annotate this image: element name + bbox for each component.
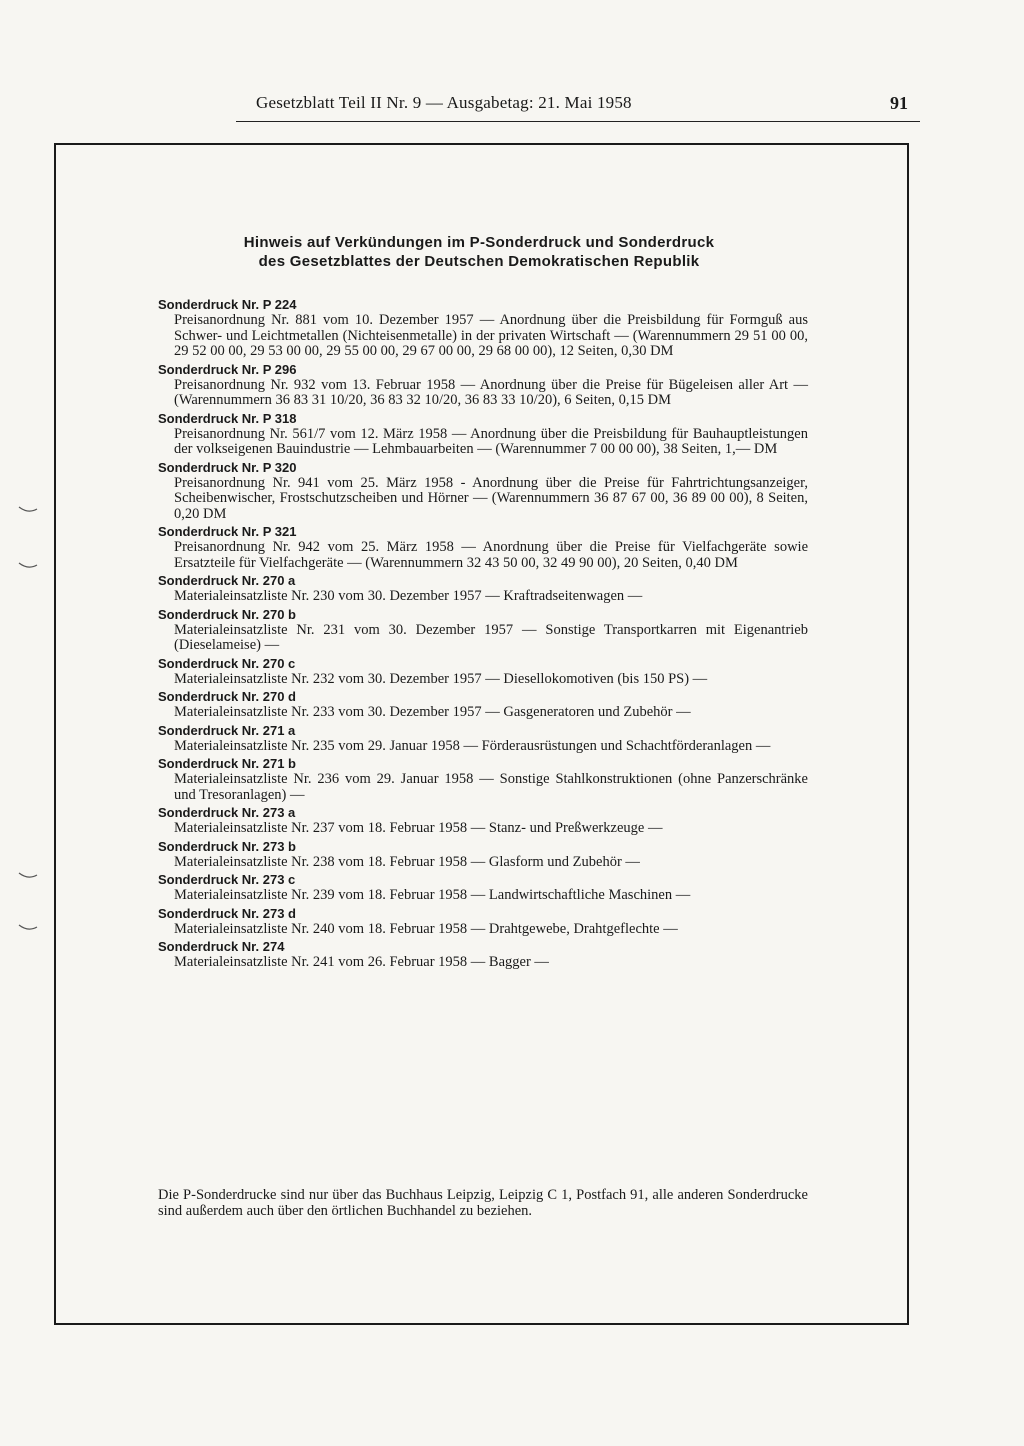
list-item bbox=[158, 362, 808, 409]
entry-text: Materialeinsatzliste Nr. 236 vom 29. Januar 1958 — Sonstige Stahlkonstruktionen (ohne Panzerschränke und Tresoranlagen) — bbox=[174, 771, 808, 803]
entry-heading: Sonderdruck Nr. 274 bbox=[158, 939, 285, 954]
entry-heading: Sonderdruck Nr. 270 d bbox=[158, 689, 296, 704]
entry-text: Materialeinsatzliste Nr. 239 vom 18. Februar 1958 — Landwirtschaftliche Maschinen — bbox=[174, 887, 691, 903]
margin-mark bbox=[18, 923, 38, 933]
entry-heading: Sonderdruck Nr. 270 a bbox=[158, 573, 296, 588]
list-item bbox=[158, 573, 808, 605]
list-item bbox=[158, 607, 808, 654]
entry-text: Materialeinsatzliste Nr. 241 vom 26. Februar 1958 — Bagger — bbox=[174, 954, 549, 970]
entry-text: Preisanordnung Nr. 932 vom 13. Februar 1958 — Anordnung über die Preise für Bügeleisen aller Art — (Warennummern 36 83 31 10/20, 36 83 32 10/20, 36 83 33 10/20), 6 Seiten, 0,15 DM bbox=[174, 376, 808, 408]
entry-heading: Sonderdruck Nr. 270 b bbox=[158, 606, 296, 622]
page-number: 91 bbox=[890, 93, 908, 113]
list-item bbox=[158, 689, 808, 721]
entry-heading: Sonderdruck Nr. 273 b bbox=[158, 838, 296, 854]
entry-heading: Sonderdruck Nr. P 318 bbox=[158, 410, 297, 426]
entry-heading: Sonderdruck Nr. 271 b bbox=[158, 756, 296, 771]
list-item bbox=[158, 297, 808, 360]
entry-heading: Sonderdruck Nr. P 296 bbox=[158, 361, 297, 377]
list-item bbox=[158, 756, 808, 803]
entry-text: Materialeinsatzliste Nr. 240 vom 18. Februar 1958 — Drahtgewebe, Drahtgeflechte — bbox=[174, 920, 678, 937]
margin-mark bbox=[18, 871, 38, 881]
header-title: Gesetzblatt Teil II Nr. 9 — Ausgabetag: 21. Mai 1958 bbox=[256, 93, 632, 112]
title-line-1: Hinweis auf Verkündungen im P-Sonderdruck und Sonderdruck bbox=[243, 234, 715, 251]
list-item bbox=[158, 656, 808, 688]
entry-heading: Sonderdruck Nr. 270 c bbox=[158, 655, 296, 671]
list-item bbox=[158, 872, 808, 904]
header-rule bbox=[236, 121, 920, 122]
list-item bbox=[158, 939, 808, 971]
entry-heading: Sonderdruck Nr. 271 a bbox=[158, 722, 296, 738]
list-item bbox=[158, 524, 808, 571]
page-header bbox=[236, 93, 908, 123]
list-item bbox=[158, 839, 808, 871]
entry-text: Preisanordnung Nr. 942 vom 25. März 1958 — Anordnung über die Preise für Vielfachgeräte sowie Ersatzteile für Vielfachgeräte — (Warennummern 32 43 50 00, 32 49 90 00), 20 Seiten, 0,40 DM bbox=[174, 539, 808, 571]
list-item bbox=[158, 906, 808, 938]
entry-text: Materialeinsatzliste Nr. 238 vom 18. Februar 1958 — Glasform und Zubehör — bbox=[174, 853, 640, 870]
entry-heading: Sonderdruck Nr. P 321 bbox=[158, 524, 297, 539]
margin-mark bbox=[18, 561, 38, 571]
distribution-note: Die P-Sonderdrucke sind nur über das Buchhaus Leipzig, Leipzig C 1, Postfach 91, alle anderen Sonderdrucke sind außerdem auch über den örtlichen Buchhandel zu beziehen. bbox=[158, 1187, 808, 1219]
entry-heading: Sonderdruck Nr. 273 c bbox=[158, 872, 296, 887]
entry-text: Materialeinsatzliste Nr. 232 vom 30. Dezember 1957 — Diesellokomotiven (bis 150 PS) — bbox=[174, 670, 708, 687]
entry-text: Preisanordnung Nr. 881 vom 10. Dezember 1957 — Anordnung über die Preisbildung für Formguß aus Schwer- und Leichtmetallen (Nichteisenmetalle) in der privaten Wirtschaft — (Warennummern 29 51 00 00, 29 52 00 00, 29 53 00 00, 29 55 00 00, 29 67 00 00, 29 68 00 00), 12 Seiten, 0,30 DM bbox=[174, 312, 808, 359]
entry-text: Materialeinsatzliste Nr. 235 vom 29. Januar 1958 — Förderausrüstungen und Schachtförderanlagen — bbox=[174, 737, 771, 754]
list-item bbox=[158, 805, 808, 837]
entry-text: Materialeinsatzliste Nr. 237 vom 18. Februar 1958 — Stanz- und Preßwerkzeuge — bbox=[174, 820, 663, 836]
list-item bbox=[158, 411, 808, 458]
title-line-2: des Gesetzblattes der Deutschen Demokratischen Republik bbox=[258, 253, 700, 270]
entry-heading: Sonderdruck Nr. P 224 bbox=[158, 297, 297, 312]
list-item bbox=[158, 723, 808, 755]
announcement-title bbox=[0, 233, 1024, 271]
entry-text: Preisanordnung Nr. 941 vom 25. März 1958 - Anordnung über die Preise für Fahrtrichtungsanzeiger, Scheibenwischer, Frostschutzscheiben und Hörner — (Warennummern 36 87 67 00, 36 89 00 00), 8 Seiten, 0,20 DM bbox=[174, 474, 808, 522]
entry-heading: Sonderdruck Nr. P 320 bbox=[158, 459, 297, 475]
entry-text: Materialeinsatzliste Nr. 230 vom 30. Dezember 1957 — Kraftradseitenwagen — bbox=[174, 588, 643, 604]
entry-heading: Sonderdruck Nr. 273 d bbox=[158, 905, 296, 921]
margin-mark bbox=[18, 505, 38, 515]
entry-text: Materialeinsatzliste Nr. 231 vom 30. Dezember 1957 — Sonstige Transportkarren mit Eigenantrieb (Dieselameise) — bbox=[174, 621, 808, 653]
list-item bbox=[158, 460, 808, 523]
entry-list bbox=[158, 297, 808, 973]
entry-heading: Sonderdruck Nr. 273 a bbox=[158, 805, 296, 820]
entry-text: Materialeinsatzliste Nr. 233 vom 30. Dezember 1957 — Gasgeneratoren und Zubehör — bbox=[174, 704, 691, 720]
entry-text: Preisanordnung Nr. 561/7 vom 12. März 1958 — Anordnung über die Preisbildung für Bauhauptleistungen der volkseigenen Bauindustrie — Lehmbauarbeiten — (Warennummer 7 00 00 00), 38 Seiten, 1,— DM bbox=[174, 425, 808, 457]
